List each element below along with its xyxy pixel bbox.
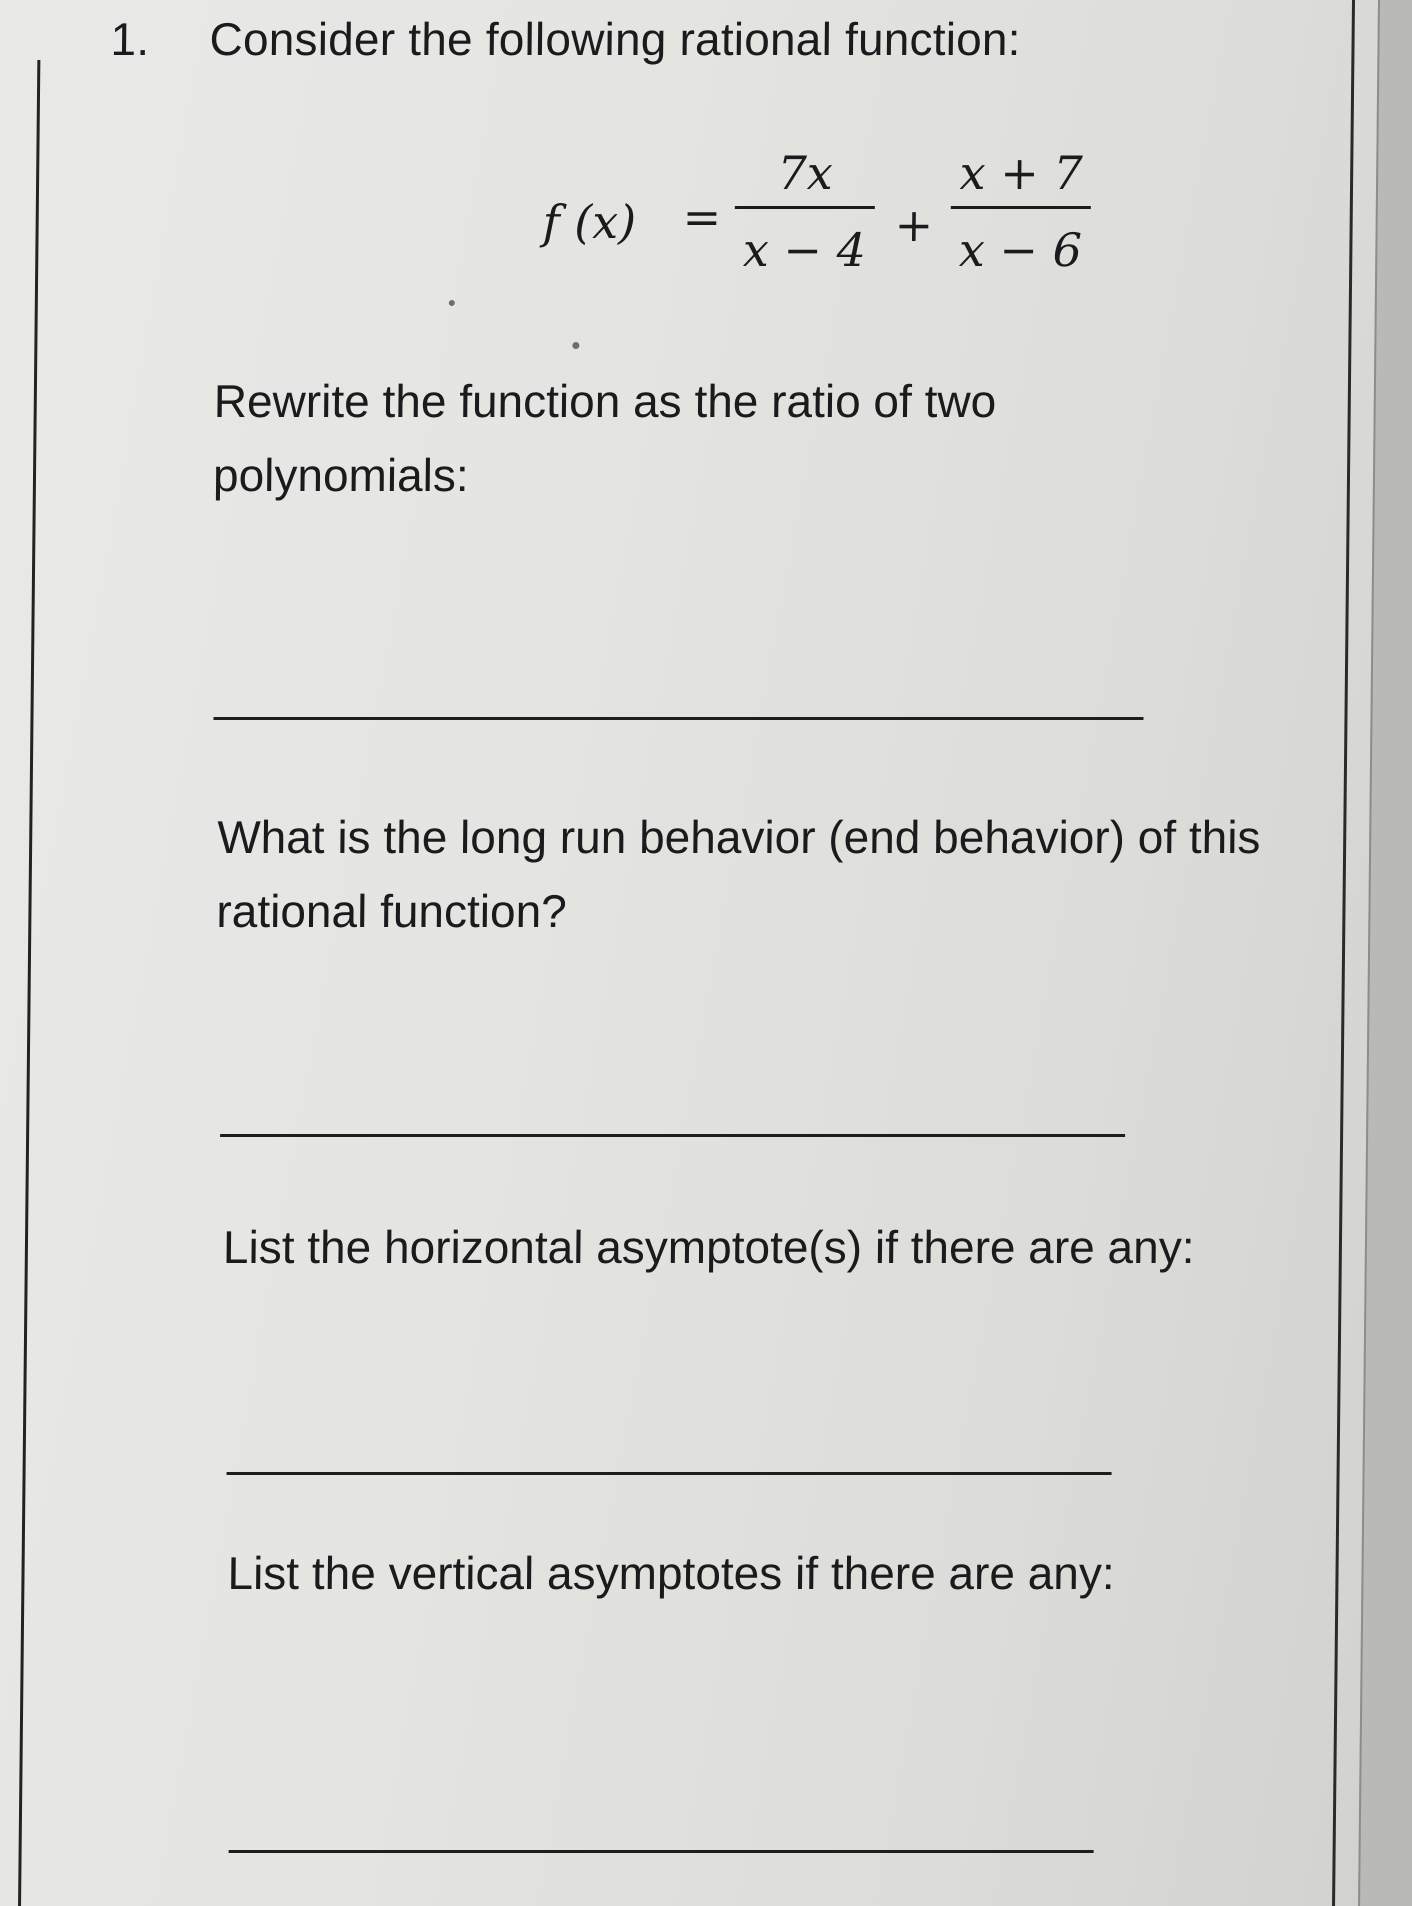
prompt-vertical-asymptotes: List the vertical asymptotes if there are any: — [227, 1547, 1115, 1599]
fraction-second-term — [950, 146, 1091, 279]
question-title: Consider the following rational function: — [209, 13, 1021, 65]
prompt-rewrite-ratio: Rewrite the function as the ratio of two polynomials: — [212, 375, 997, 501]
function-name: f (x) — [542, 195, 637, 249]
paper-speck — [449, 300, 455, 306]
answer-line-end-behavior[interactable] — [220, 1134, 1125, 1137]
answer-line-horizontal-asymptotes[interactable] — [227, 1472, 1112, 1475]
fraction-bar — [735, 206, 875, 209]
page-margin-line — [18, 60, 40, 1906]
question-number: 1. — [110, 13, 150, 65]
prompt-end-behavior: What is the long run behavior (end behavior) of this rational function? — [216, 811, 1261, 937]
fraction-numerator: 7x — [777, 146, 834, 200]
plus-sign: + — [894, 198, 934, 252]
prompt-horizontal-asymptotes: List the horizontal asymptote(s) if there are any: — [222, 1221, 1195, 1273]
fraction-denominator: x − 6 — [958, 223, 1083, 277]
fraction-first-term — [734, 146, 875, 279]
page-edge-line — [1332, 0, 1355, 1906]
rational-function-formula — [542, 140, 1104, 300]
fraction-bar — [951, 206, 1091, 209]
fraction-numerator: x + 7 — [959, 146, 1083, 200]
answer-line-vertical-asymptotes[interactable] — [229, 1850, 1094, 1853]
answer-line-ratio[interactable] — [213, 717, 1143, 720]
fraction-denominator: x − 4 — [742, 223, 867, 277]
paper-speck — [572, 342, 579, 349]
equals-sign: = — [682, 190, 722, 244]
